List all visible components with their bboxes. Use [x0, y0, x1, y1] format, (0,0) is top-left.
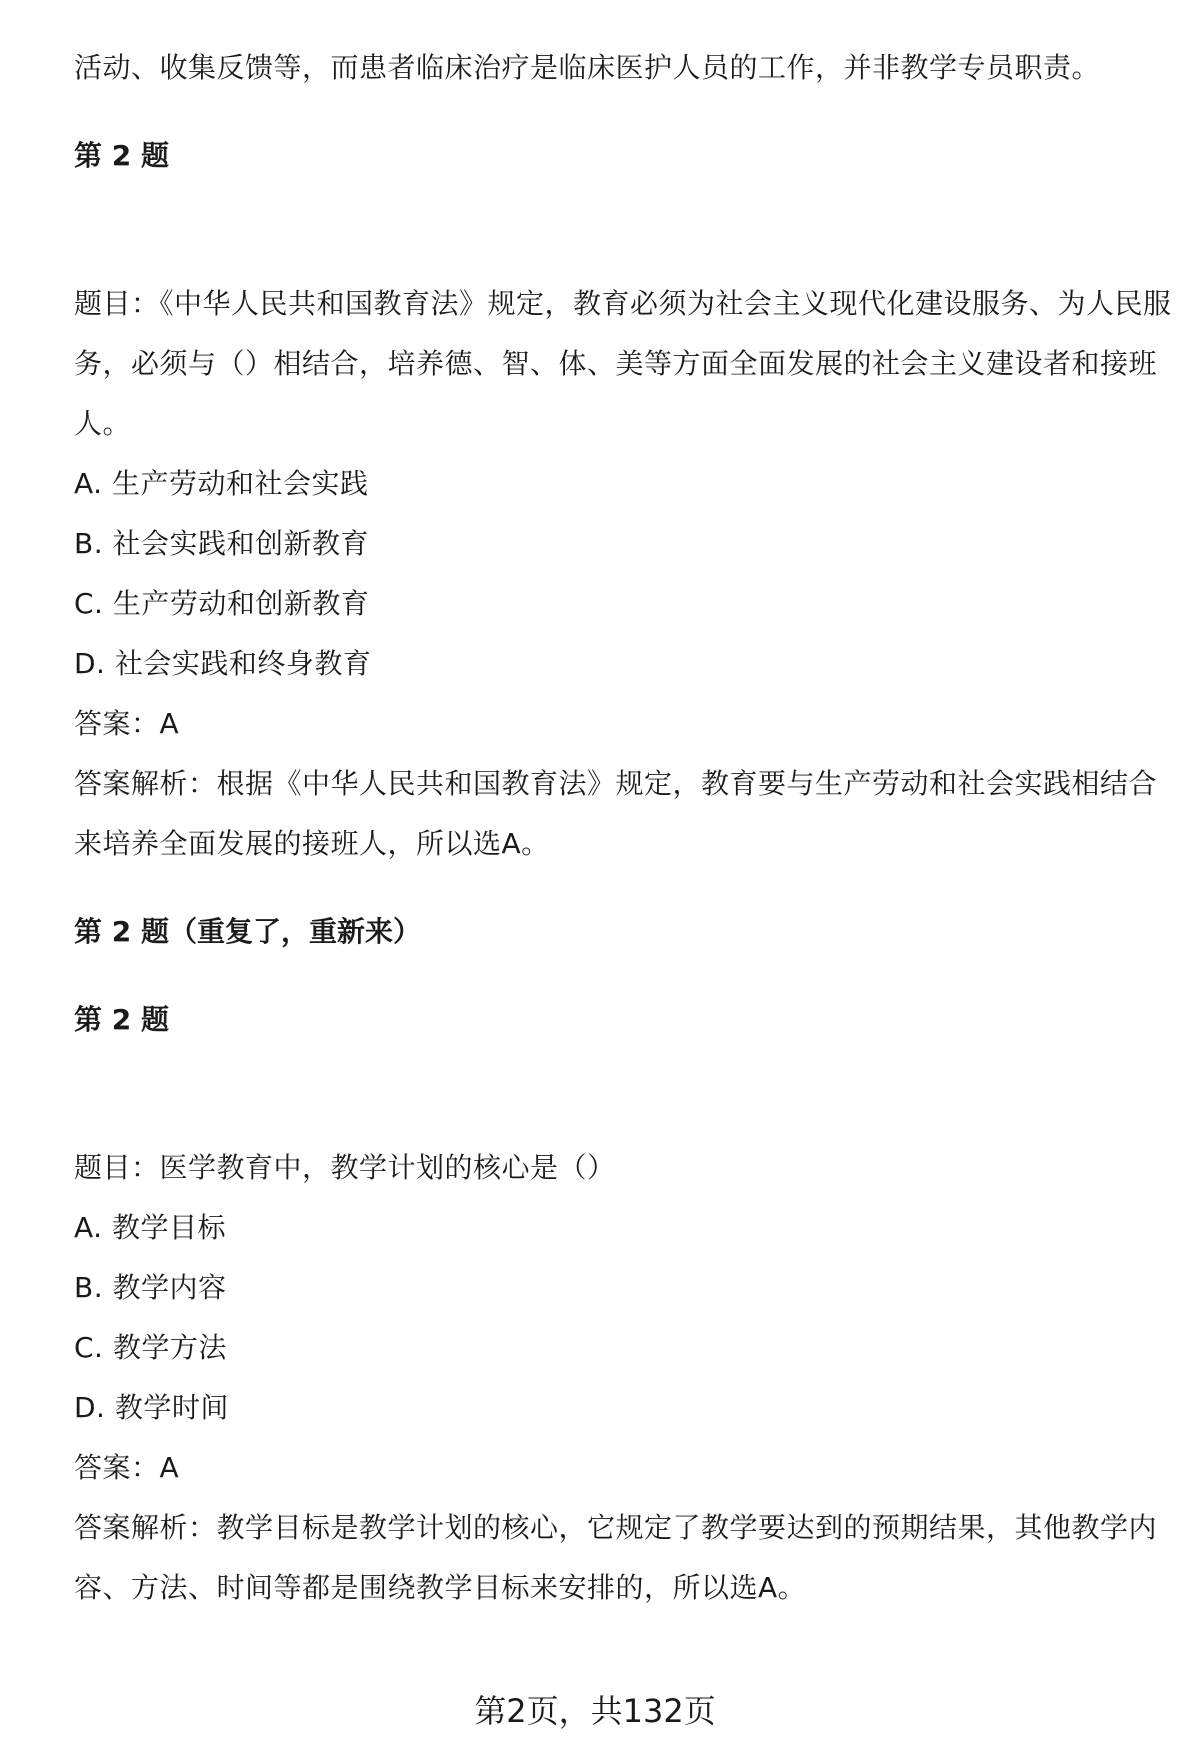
- question-1-option-a: A. 生产劳动和社会实践: [74, 467, 369, 500]
- page-content: [74, 38, 1174, 1618]
- question-2-analysis: 答案解析：教学目标是教学计划的核心，它规定了教学要达到的预期结果，其他教学内容、方法、时间等都是围绕教学目标来安排的，所以选A。: [74, 1511, 1158, 1604]
- question-1-option-b: B. 社会实践和创新教育: [74, 527, 370, 560]
- repeat-heading: 第 2 题（重复了，重新来）: [74, 915, 421, 948]
- question-1-heading: 第 2 题: [74, 139, 169, 172]
- question-1-option-c: C. 生产劳动和创新教育: [74, 587, 370, 620]
- page-footer: 第2页，共132页: [474, 1692, 716, 1730]
- question-2-heading: 第 2 题: [74, 1003, 169, 1036]
- question-2-option-d: D. 教学时间: [74, 1391, 229, 1424]
- question-2-option-b: B. 教学内容: [74, 1271, 227, 1304]
- intro-continuation: 活动、收集反馈等，而患者临床治疗是临床医护人员的工作，并非教学专员职责。: [74, 51, 1101, 84]
- question-2-option-a: A. 教学目标: [74, 1211, 226, 1244]
- question-1-stem: 题目：《中华人民共和国教育法》规定，教育必须为社会主义现代化建设服务、为人民服务，必须与（）相结合，培养德、智、体、美等方面全面发展的社会主义建设者和接班人。: [74, 287, 1172, 440]
- question-2-option-c: C. 教学方法: [74, 1331, 227, 1364]
- question-1-option-d: D. 社会实践和终身教育: [74, 647, 372, 680]
- question-1-analysis: 答案解析：根据《中华人民共和国教育法》规定，教育要与生产劳动和社会实践相结合来培养全面发展的接班人，所以选A。: [74, 767, 1158, 860]
- question-2-answer: 答案：A: [74, 1451, 180, 1484]
- question-2-stem: 题目：医学教育中，教学计划的核心是（）: [74, 1151, 616, 1184]
- question-1-answer: 答案：A: [74, 707, 180, 740]
